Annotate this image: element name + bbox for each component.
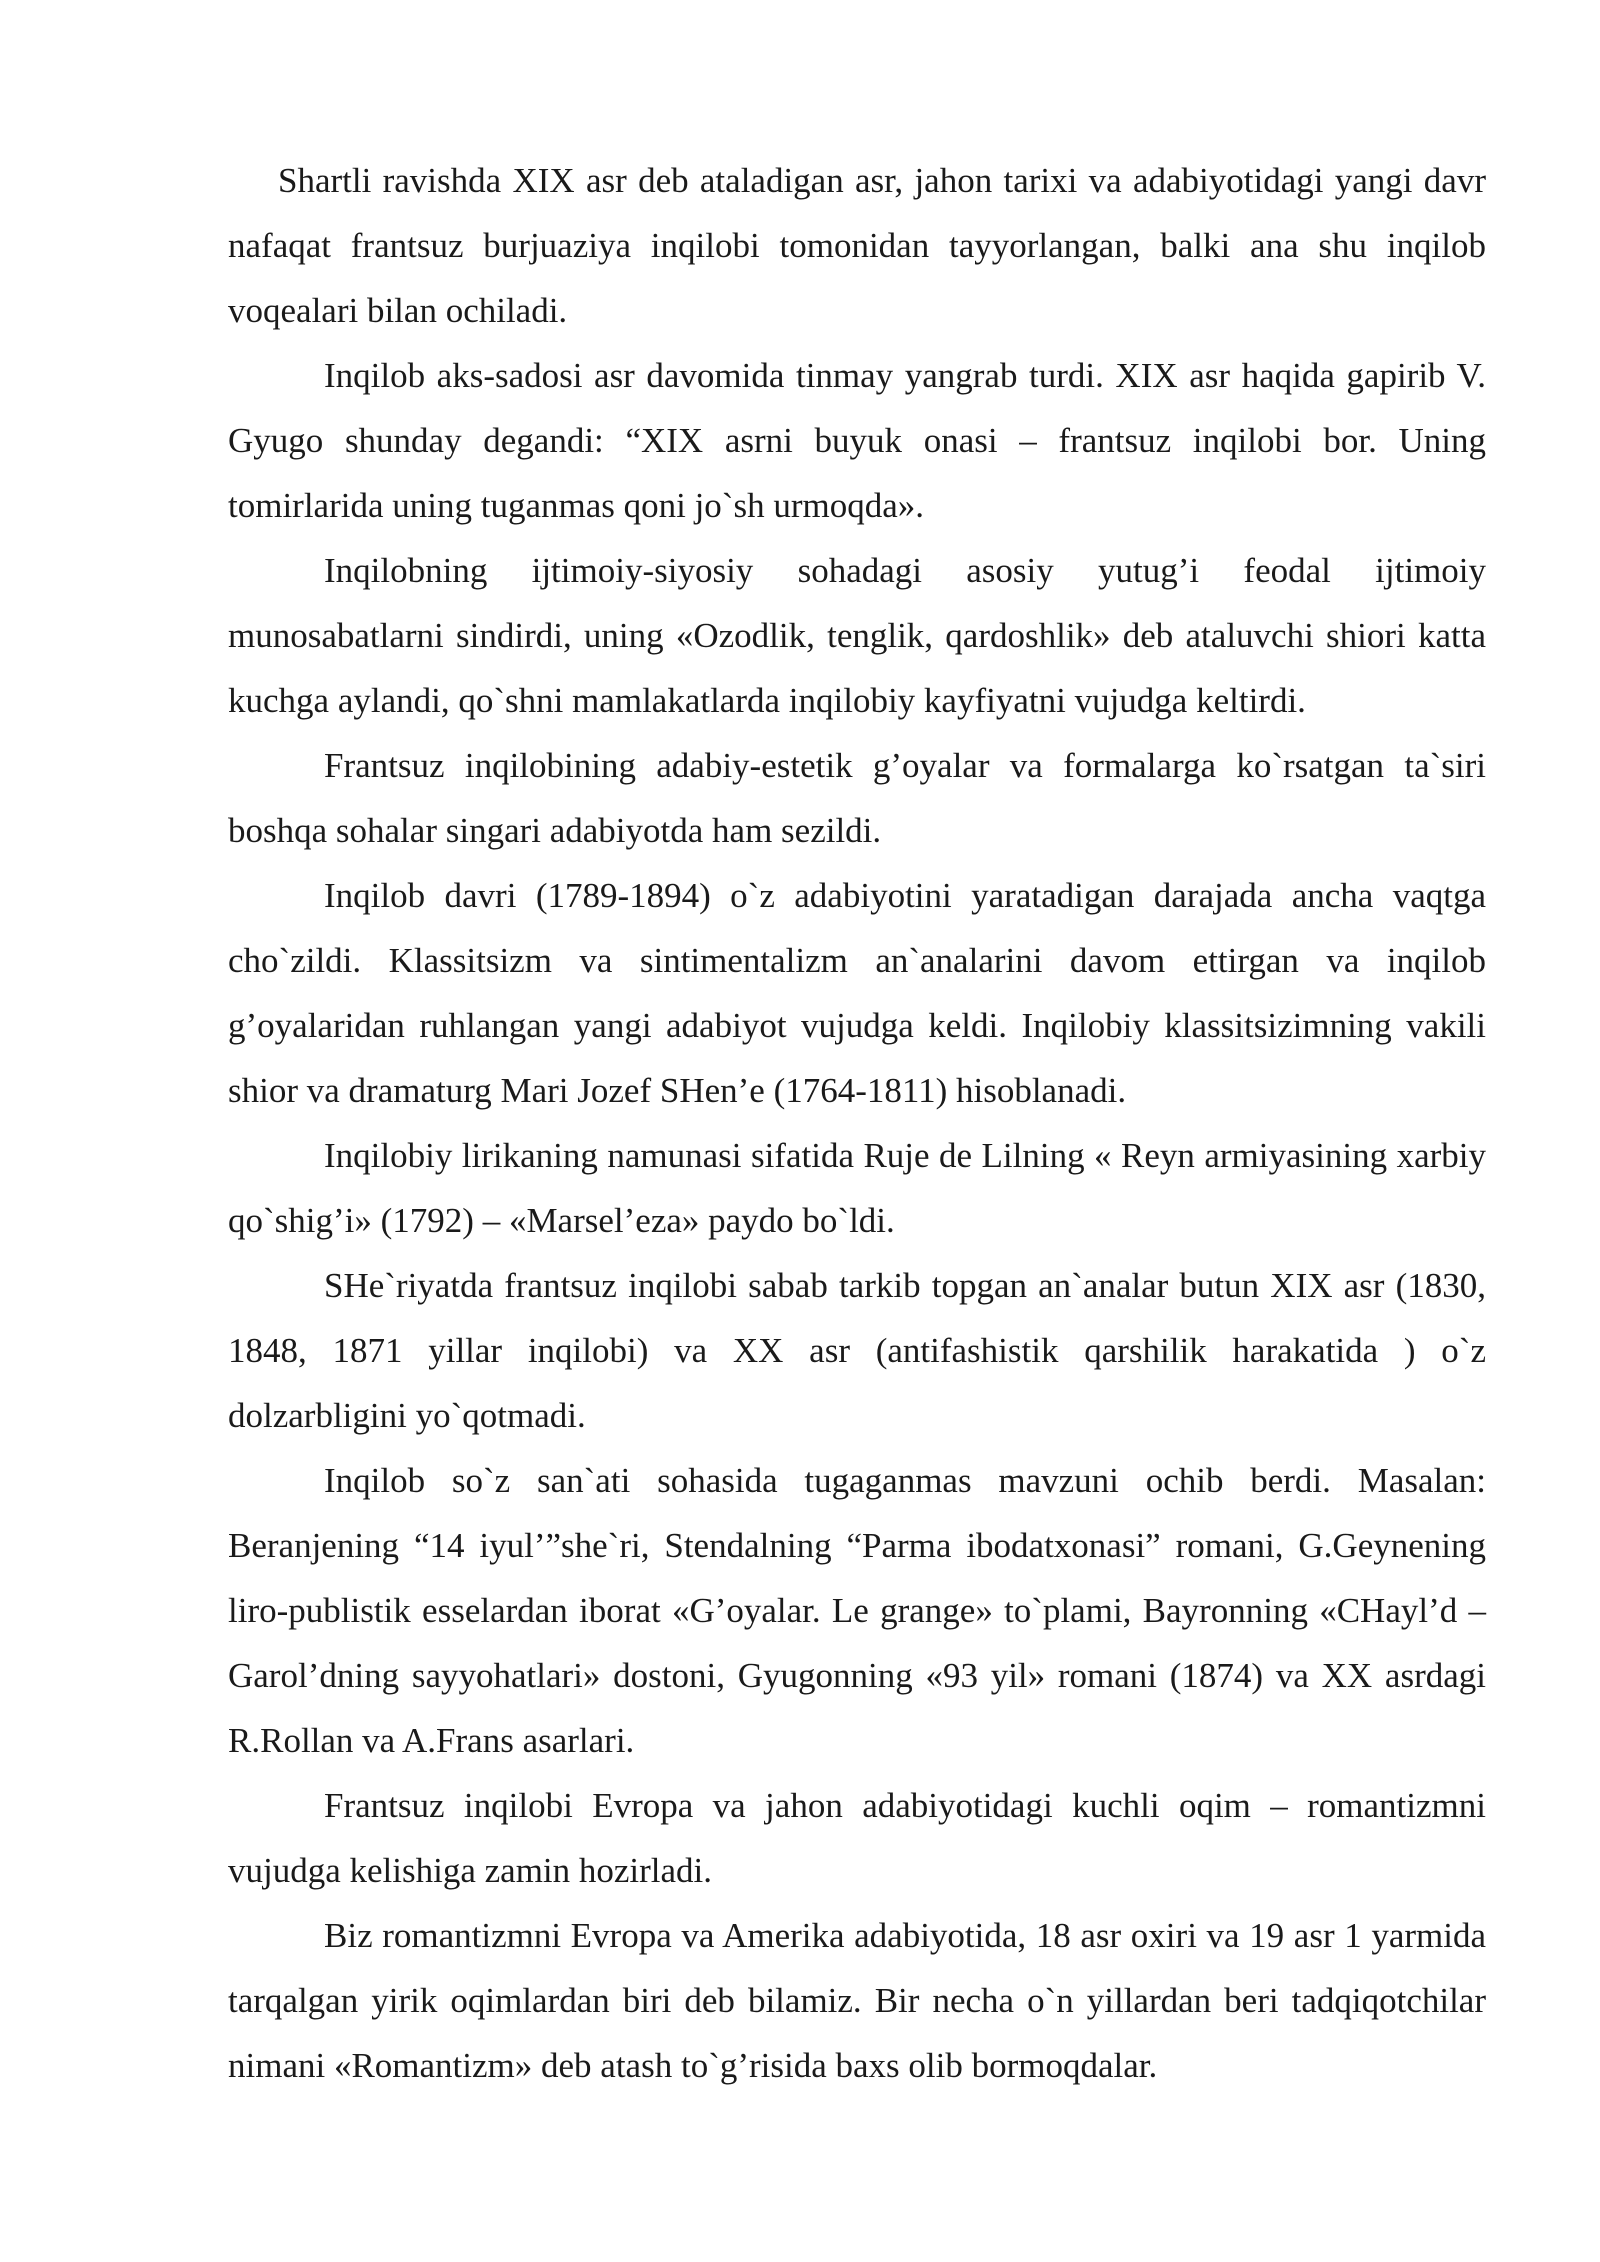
paragraph-7: SHe`riyatda frantsuz inqilobi sabab tarkib topgan an`analar butun XIX asr (1830, 1848, 1871 yillar inqilobi) va XX asr (antifashistik qarshilik harakatida ) o`z dolzarbligini yo`qotmadi. [228,1266,1486,1435]
document-page [228,148,1486,2098]
paragraph-5: Inqilob davri (1789-1894) o`z adabiyotini yaratadigan darajada ancha vaqtga cho`zildi. Klassitsizm va sintimentalizm an`analarini davom ettirgan va inqilob g’oyalaridan ruhlangan yangi adabiyot vujudga keldi. Inqilobiy klassitsizimning vakili shior va dramaturg Mari Jozef SHen’e (1764-1811) hisoblanadi. [228,876,1486,1110]
paragraph-1: Shartli ravishda XIX asr deb ataladigan asr, jahon tarixi va adabiyotidagi yangi davr nafaqat frantsuz burjuaziya inqilobi tomonidan tayyorlangan, balki ana shu inqilob voqealari bilan ochiladi. [228,161,1486,330]
paragraph-6: Inqilobiy lirikaning namunasi sifatida Ruje de Lilning « Reyn armiyasining xarbiy qo`shig’i» (1792) – «Marsel’eza» paydo bo`ldi. [228,1136,1486,1240]
paragraph-8: Inqilob so`z san`ati sohasida tugaganmas mavzuni ochib berdi. Masalan: Beranjening “14 iyul’”she`ri, Stendalning “Parma ibodatxonasi” romani, G.Geynening liro-publistik esselardan iborat «G’oyalar. Le grange» to`plami, Bayronning «CHayl’d – Garol’dning sayyohatlari» dostoni, Gyugonning «93 yil» romani (1874) va XX asrdagi R.Rollan va A.Frans asarlari. [228,1461,1486,1760]
paragraph-4: Frantsuz inqilobining adabiy-estetik g’oyalar va formalarga ko`rsatgan ta`siri boshqa sohalar singari adabiyotda ham sezildi. [228,746,1486,850]
paragraph-2: Inqilob aks-sadosi asr davomida tinmay yangrab turdi. XIX asr haqida gapirib V. Gyugo shunday degandi: “XIX asrni buyuk onasi – frantsuz inqilobi bor. Uning tomirlarida uning tuganmas qoni jo`sh urmoqda». [228,356,1486,525]
paragraph-9: Frantsuz inqilobi Evropa va jahon adabiyotidagi kuchli oqim – romantizmni vujudga kelishiga zamin hozirladi. [228,1786,1486,1890]
paragraph-3: Inqilobning ijtimoiy-siyosiy sohadagi asosiy yutug’i feodal ijtimoiy munosabatlarni sindirdi, uning «Ozodlik, tenglik, qardoshlik» deb ataluvchi shiori katta kuchga aylandi, qo`shni mamlakatlarda inqilobiy kayfiyatni vujudga keltirdi. [228,551,1486,720]
paragraph-10: Biz romantizmni Evropa va Amerika adabiyotida, 18 asr oxiri va 19 asr 1 yarmida tarqalgan yirik oqimlardan biri deb bilamiz. Bir necha o`n yillardan beri tadqiqotchilar nimani «Romantizm» deb atash to`g’risida baxs olib bormoqdalar. [228,1916,1486,2085]
